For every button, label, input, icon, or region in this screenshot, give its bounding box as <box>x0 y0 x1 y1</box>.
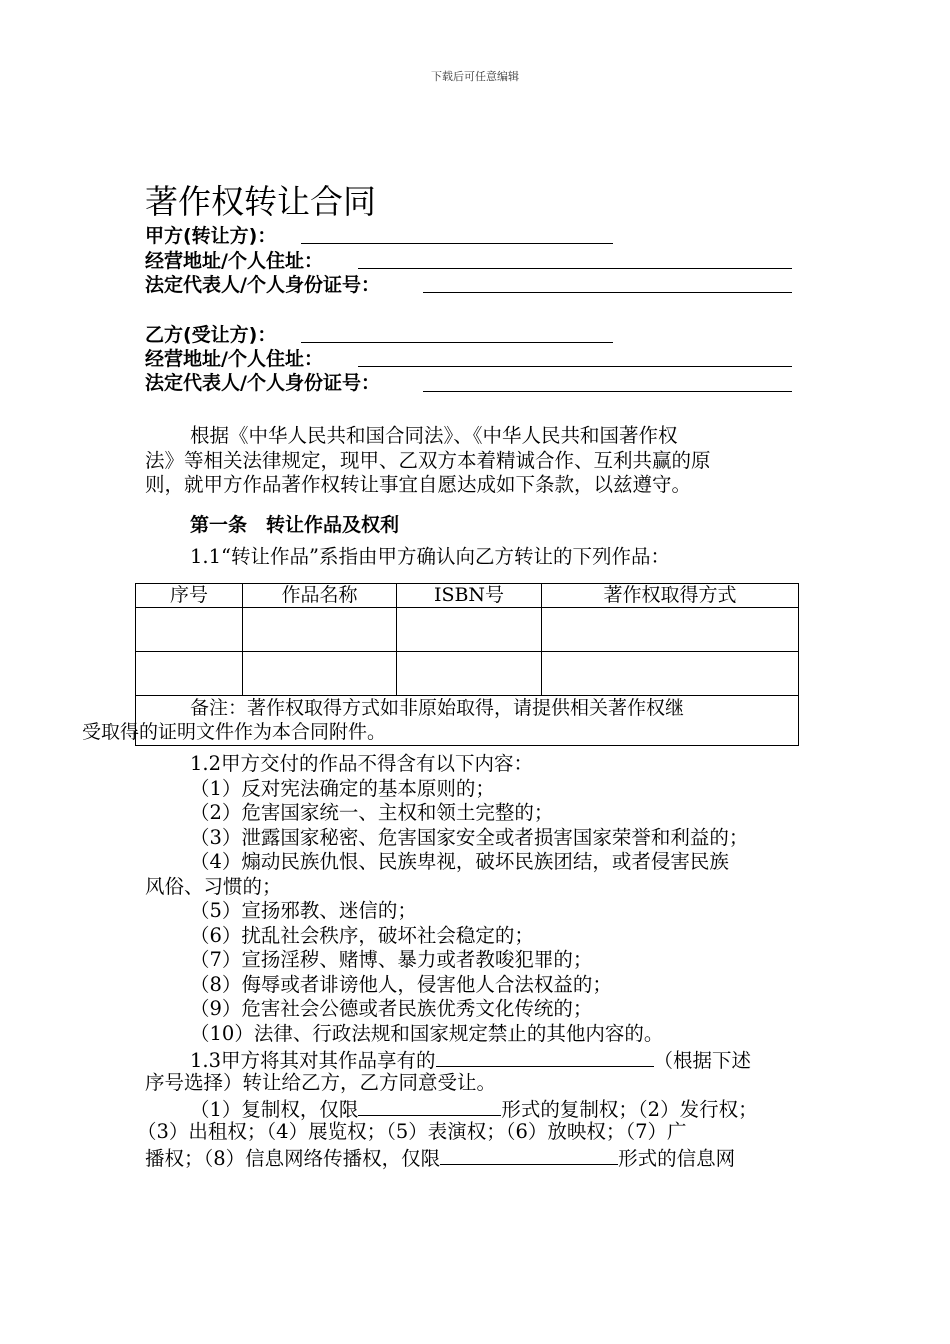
table-row <box>136 652 799 696</box>
list-item: （10）法律、行政法规和国家规定禁止的其他内容的。 <box>190 1022 664 1045</box>
rights-line-1 <box>190 1095 758 1122</box>
party-b-id-field[interactable] <box>423 391 792 392</box>
table-header-cell: 作品名称 <box>243 584 397 608</box>
rights-line-1-text-b: 形式的复制权；（2）发行权； <box>501 1098 758 1121</box>
clause-1-3-line-2: 序号选择）转让给乙方，乙方同意受让。 <box>145 1071 497 1094</box>
table-cell[interactable] <box>397 652 542 696</box>
rights-line-3 <box>145 1144 735 1171</box>
table-cell[interactable] <box>136 608 243 652</box>
party-a-address-field[interactable] <box>358 268 792 269</box>
party-b-name-label: 乙方(受让方)： <box>145 324 277 346</box>
party-b-id-label: 法定代表人/个人身份证号： <box>145 372 380 394</box>
list-item: （1）反对宪法确定的基本原则的； <box>190 777 495 800</box>
list-item: （3）泄露国家秘密、危害国家安全或者损害国家荣誉和利益的； <box>190 826 749 849</box>
table-row <box>136 608 799 652</box>
network-form-field[interactable] <box>440 1144 618 1165</box>
list-item: （8）侮辱或者诽谤他人，侵害他人合法权益的； <box>190 973 612 996</box>
works-table <box>82 583 799 746</box>
rights-line-2: （3）出租权；（4）展览权；（5）表演权；（6）放映权；（7）广 <box>137 1120 687 1143</box>
list-item: （5）宣扬邪教、迷信的； <box>190 899 417 922</box>
table-note-line-1: 备注：著作权取得方式如非原始取得，请提供相关著作权继 <box>190 697 685 719</box>
rights-selection-field[interactable] <box>436 1046 654 1067</box>
party-a-id-label: 法定代表人/个人身份证号： <box>145 274 380 296</box>
table-cell[interactable] <box>397 608 542 652</box>
table-cell[interactable] <box>243 652 397 696</box>
table-cell[interactable] <box>136 652 243 696</box>
preamble-line-1: 根据《中华人民共和国合同法》、《中华人民共和国著作权 <box>190 424 678 447</box>
clause-1-3-line-1 <box>190 1046 751 1073</box>
table-note <box>82 696 799 746</box>
list-item: （6）扰乱社会秩序，破坏社会稳定的； <box>190 924 534 947</box>
party-a-name-field[interactable] <box>301 243 613 244</box>
clause-1-2: 1.2甲方交付的作品不得含有以下内容： <box>190 752 534 775</box>
party-b-name-field[interactable] <box>301 342 613 343</box>
rights-line-3-text-b: 形式的信息网 <box>618 1147 736 1170</box>
party-b-address-field[interactable] <box>358 366 792 367</box>
table-header-cell: ISBN号 <box>397 584 542 608</box>
page-header-note: 下载后可任意编辑 <box>431 70 519 83</box>
list-item: 风俗、习惯的； <box>145 875 282 898</box>
party-a-id-field[interactable] <box>423 292 792 293</box>
rights-line-3-text-a: 播权；（8）信息网络传播权，仅限 <box>145 1147 441 1170</box>
list-item: （7）宣扬淫秽、赌博、暴力或者教唆犯罪的； <box>190 948 593 971</box>
clause-1-3-text-b: （根据下述 <box>653 1049 752 1072</box>
party-a-name-label: 甲方(转让方)： <box>145 225 277 247</box>
list-item: （4）煽动民族仇恨、民族卑视，破坏民族团结，或者侵害民族 <box>190 850 729 873</box>
preamble-line-3: 则，就甲方作品著作权转让事宜自愿达成如下条款，以兹遵守。 <box>145 473 692 496</box>
table-header-cell: 序号 <box>136 584 243 608</box>
table-cell[interactable] <box>542 608 799 652</box>
party-a-address-label: 经营地址/个人住址： <box>145 250 323 272</box>
table-note-line-2: 受取得的证明文件作为本合同附件。 <box>82 721 387 743</box>
list-item: （2）危害国家统一、主权和领土完整的； <box>190 801 554 824</box>
table-header-row <box>136 584 799 608</box>
party-b-address-label: 经营地址/个人住址： <box>145 348 323 370</box>
table-cell[interactable] <box>243 608 397 652</box>
article-1-heading: 第一条 转让作品及权利 <box>190 514 400 536</box>
preamble-line-2: 法》等相关法律规定，现甲、乙双方本着精诚合作、互利共赢的原 <box>145 449 711 472</box>
reproduction-form-field[interactable] <box>358 1095 501 1116</box>
contract-title: 著作权转让合同 <box>145 182 376 221</box>
table-note-row <box>136 696 799 746</box>
clause-1-3-text-a: 1.3甲方将其对其作品享有的 <box>190 1049 436 1072</box>
table-cell[interactable] <box>542 652 799 696</box>
table-header-cell: 著作权取得方式 <box>542 584 799 608</box>
rights-line-1-text-a: （1）复制权，仅限 <box>190 1098 359 1121</box>
list-item: （9）危害社会公德或者民族优秀文化传统的； <box>190 997 593 1020</box>
clause-1-1: 1.1“转让作品”系指由甲方确认向乙方转让的下列作品： <box>190 545 670 568</box>
